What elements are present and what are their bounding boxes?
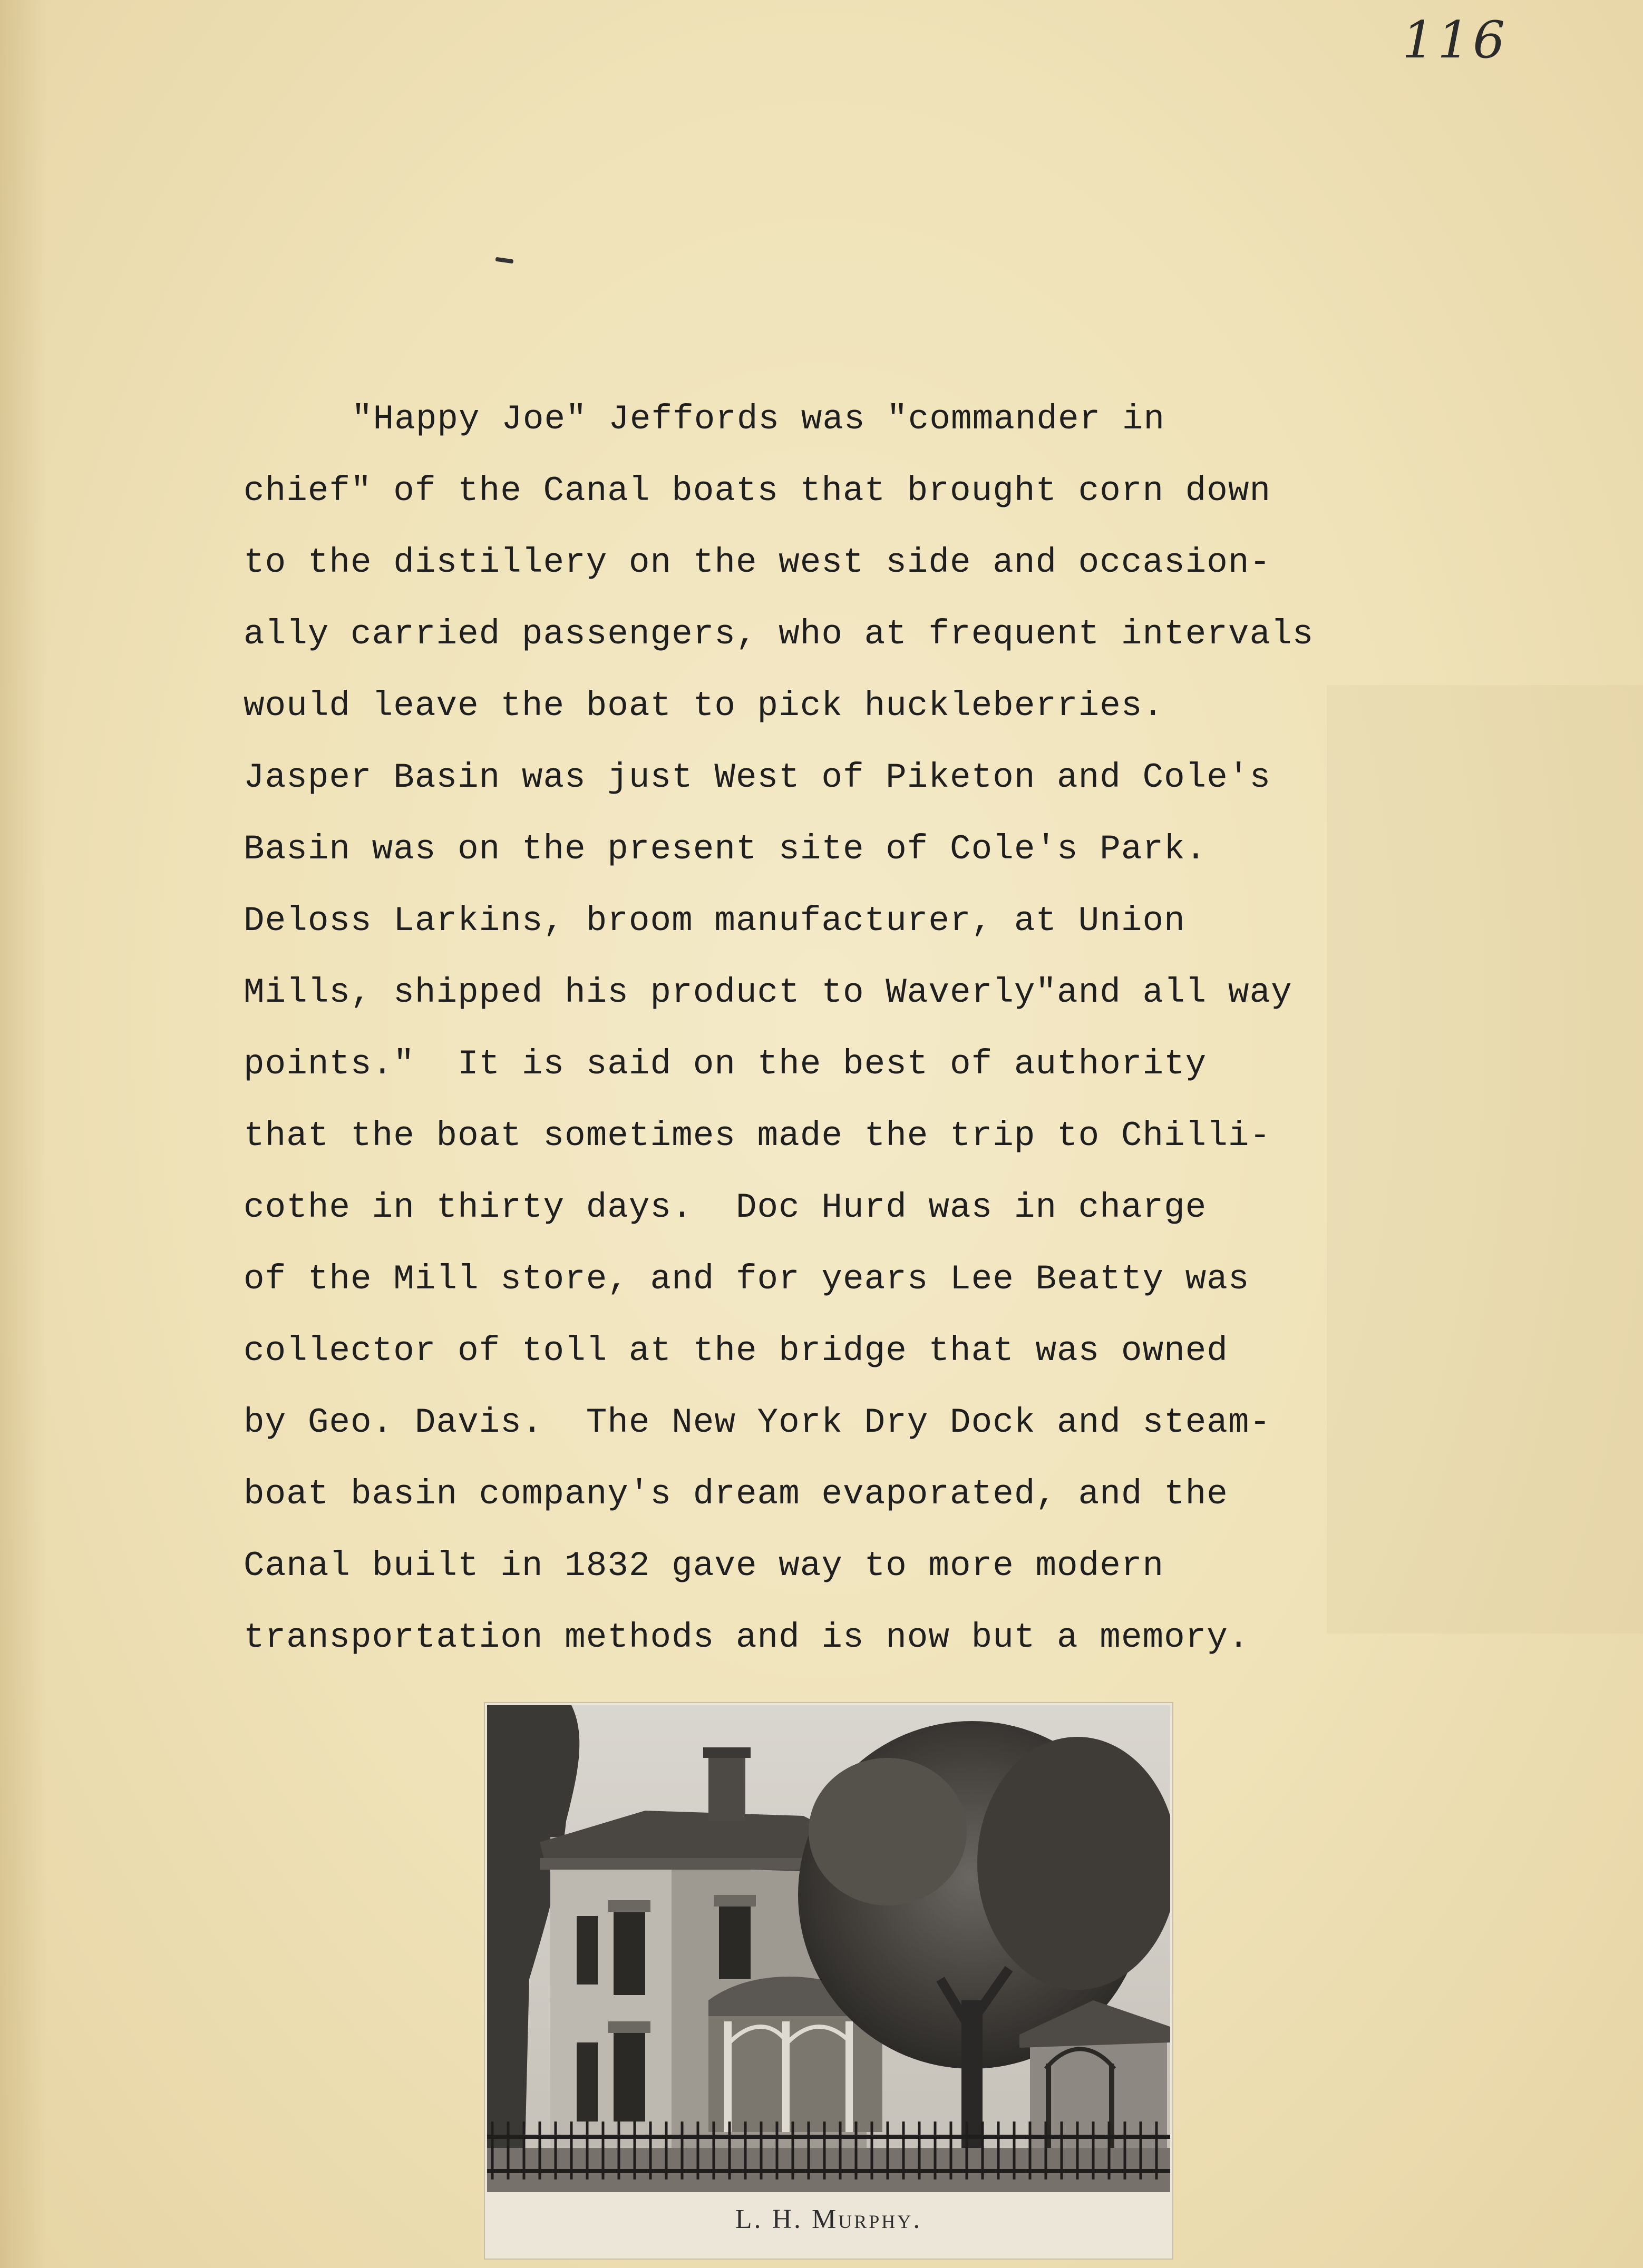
text-line: Canal built in 1832 gave way to more modern bbox=[244, 1546, 1164, 1586]
house-photograph bbox=[487, 1705, 1170, 2192]
stray-pen-mark bbox=[495, 257, 514, 264]
photo-caption: L. H. Murphy. bbox=[735, 2204, 922, 2234]
typed-paragraph bbox=[244, 384, 1350, 1674]
text-line: would leave the boat to pick huckleberries. bbox=[244, 686, 1164, 726]
text-line: ally carried passengers, who at frequent intervals bbox=[244, 614, 1314, 654]
handwritten-page-number: 116 bbox=[1402, 11, 1509, 70]
text-line: collector of toll at the bridge that was owned bbox=[244, 1331, 1228, 1371]
text-line: of the Mill store, and for years Lee Beatty was bbox=[244, 1259, 1250, 1299]
text-line: Jasper Basin was just West of Piketon and Cole's bbox=[244, 758, 1271, 797]
text-line: chief" of the Canal boats that brought corn down bbox=[244, 471, 1271, 511]
bleed-through-area bbox=[1327, 685, 1643, 1634]
text-line: transportation methods and is now but a memory. bbox=[244, 1618, 1250, 1657]
text-line: "Happy Joe" Jeffords was "commander in bbox=[352, 399, 1165, 439]
text-line: Basin was on the present site of Cole's Park. bbox=[244, 829, 1207, 869]
text-line: Deloss Larkins, broom manufacturer, at Union bbox=[244, 901, 1185, 941]
text-line: cothe in thirty days. Doc Hurd was in charge bbox=[244, 1188, 1207, 1227]
text-line: Mills, shipped his product to Waverly"and all way bbox=[244, 973, 1292, 1012]
page-edge-shadow bbox=[0, 0, 47, 2268]
text-line: to the distillery on the west side and occasion- bbox=[244, 543, 1271, 582]
text-line: boat basin company's dream evaporated, and the bbox=[244, 1474, 1228, 1514]
text-line: points." It is said on the best of authority bbox=[244, 1044, 1207, 1084]
photo-card bbox=[484, 1702, 1173, 2260]
text-line: that the boat sometimes made the trip to Chilli- bbox=[244, 1116, 1271, 1156]
text-line: by Geo. Davis. The New York Dry Dock and steam- bbox=[244, 1403, 1271, 1442]
